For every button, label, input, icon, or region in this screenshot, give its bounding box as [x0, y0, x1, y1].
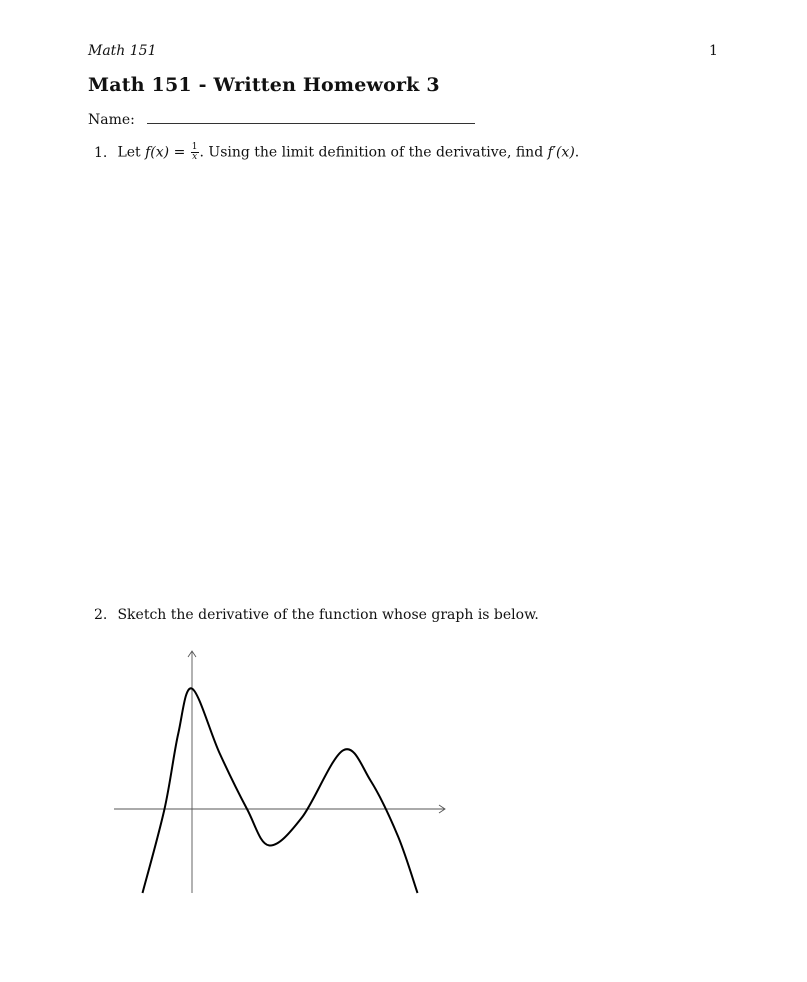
fraction	[191, 143, 199, 162]
problem-text: . Using the limit definition of the derivative, find	[199, 144, 544, 161]
derivative-expression: f′(x)	[547, 144, 575, 161]
problem-number: 1.	[94, 144, 108, 161]
fraction-numerator: 1	[191, 142, 198, 152]
problem-1	[94, 143, 579, 162]
name-label: Name:	[88, 112, 135, 128]
problem-text-end: .	[574, 144, 580, 161]
problem-number: 2.	[94, 607, 108, 623]
page-number: 1	[709, 43, 718, 59]
function-curve	[143, 688, 418, 893]
problem-text: Let	[117, 144, 141, 161]
y-axis	[188, 651, 196, 893]
problem-text: Sketch the derivative of the function whose graph is below.	[117, 607, 539, 623]
function-expression: f(x) =	[145, 144, 186, 161]
function-graph	[110, 645, 455, 900]
fraction-denominator: x	[192, 152, 198, 162]
problem-2	[94, 607, 539, 623]
page-title: Math 151 - Written Homework 3	[88, 74, 440, 96]
course-header: Math 151	[88, 43, 157, 59]
name-field-line[interactable]	[147, 123, 475, 124]
